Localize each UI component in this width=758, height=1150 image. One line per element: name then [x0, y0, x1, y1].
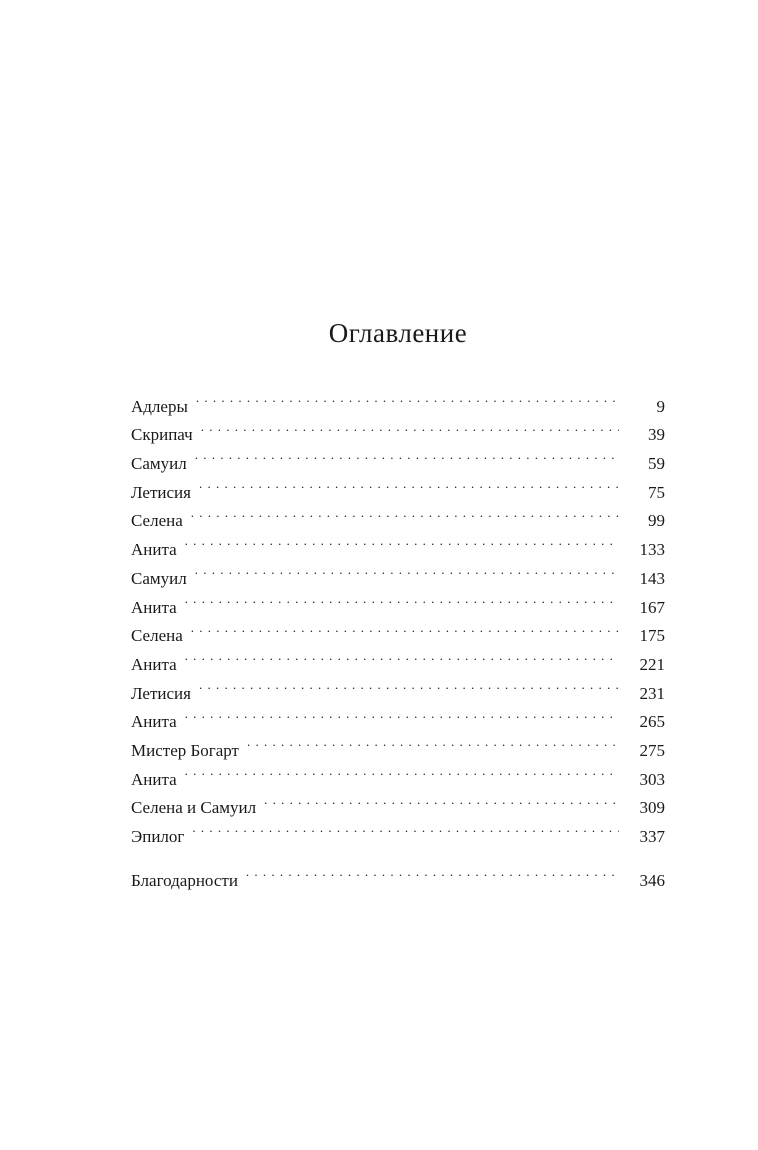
toc-entry-page: 133	[639, 540, 665, 560]
toc-entry-title: Анита	[131, 597, 177, 617]
toc-entry-title: Эпилог	[131, 827, 185, 846]
toc-entry-title: Самуил	[131, 454, 187, 474]
toc-entry	[131, 555, 665, 588]
toc-entry-title: Селена	[131, 626, 183, 646]
toc-entry-title: Благодарности	[131, 870, 238, 890]
page-title: Оглавление	[328, 318, 468, 348]
toc-entry	[131, 412, 665, 445]
toc-entry	[131, 813, 665, 846]
toc-entry-title: Анита	[131, 654, 177, 674]
toc-entry-page: 275	[639, 740, 665, 760]
toc-entry	[131, 469, 665, 502]
toc-entry-page: 143	[639, 568, 665, 588]
toc-entry-page: 221	[639, 654, 665, 674]
dot-leader	[199, 469, 619, 498]
toc-entry-title: Анита	[131, 769, 177, 789]
toc-entry	[131, 756, 665, 789]
dot-leader	[185, 584, 619, 613]
toc-entry-page: 59	[648, 454, 665, 474]
toc-entry-title: Адлеры	[131, 396, 188, 416]
toc-entry	[131, 727, 665, 760]
toc-entry-page: 39	[648, 425, 665, 445]
toc-entry-title: Анита	[131, 712, 177, 732]
toc-entry	[131, 498, 665, 531]
toc-entry	[131, 584, 665, 617]
toc-entry-page: 9	[656, 396, 665, 416]
toc-entry-title: Летисия	[131, 482, 191, 502]
toc-entry	[131, 699, 665, 732]
toc-entry-page: 337	[639, 827, 665, 846]
dot-leader	[246, 857, 619, 886]
toc-entry-page: 75	[648, 482, 665, 502]
dot-leader	[195, 440, 619, 469]
toc-entry-title: Селена и Самуил	[131, 798, 257, 818]
toc-entry	[131, 785, 665, 818]
toc-entry-title: Селена	[131, 511, 183, 531]
dot-leader	[185, 641, 619, 670]
toc-entry-page: 265	[639, 712, 665, 732]
toc-entry-page: 346	[639, 870, 665, 890]
dot-leader	[196, 383, 619, 412]
toc-entry	[131, 670, 665, 703]
toc-entry-page: 175	[639, 626, 665, 646]
dot-leader	[199, 670, 619, 699]
toc-entry	[131, 440, 665, 474]
toc-entry-page: 99	[648, 511, 665, 531]
toc-entry-page: 309	[639, 798, 665, 818]
dot-leader	[247, 727, 619, 756]
dot-leader	[192, 813, 619, 842]
toc-entry-page: 231	[639, 683, 665, 703]
dot-leader	[201, 412, 619, 441]
dot-leader	[191, 613, 619, 642]
toc-entry-title: Самуил	[131, 568, 187, 588]
toc-entry-title: Летисия	[131, 683, 191, 703]
dot-leader	[185, 756, 619, 785]
dot-leader	[264, 785, 619, 814]
toc-entry-title: Скрипач	[131, 425, 193, 445]
table-of-contents	[131, 383, 665, 890]
toc-entry	[131, 526, 665, 560]
toc-entry-page: 167	[639, 597, 665, 617]
toc-entry	[131, 641, 665, 674]
dot-leader	[195, 555, 619, 584]
toc-entry	[131, 383, 665, 416]
toc-entry	[131, 857, 665, 890]
toc-entry-page: 303	[639, 769, 665, 789]
dot-leader	[185, 526, 619, 555]
dot-leader	[191, 498, 619, 527]
dot-leader	[185, 699, 619, 728]
toc-entry	[131, 613, 665, 646]
toc-entry-title: Анита	[131, 540, 177, 560]
toc-entry-title: Мистер Богарт	[131, 740, 239, 760]
